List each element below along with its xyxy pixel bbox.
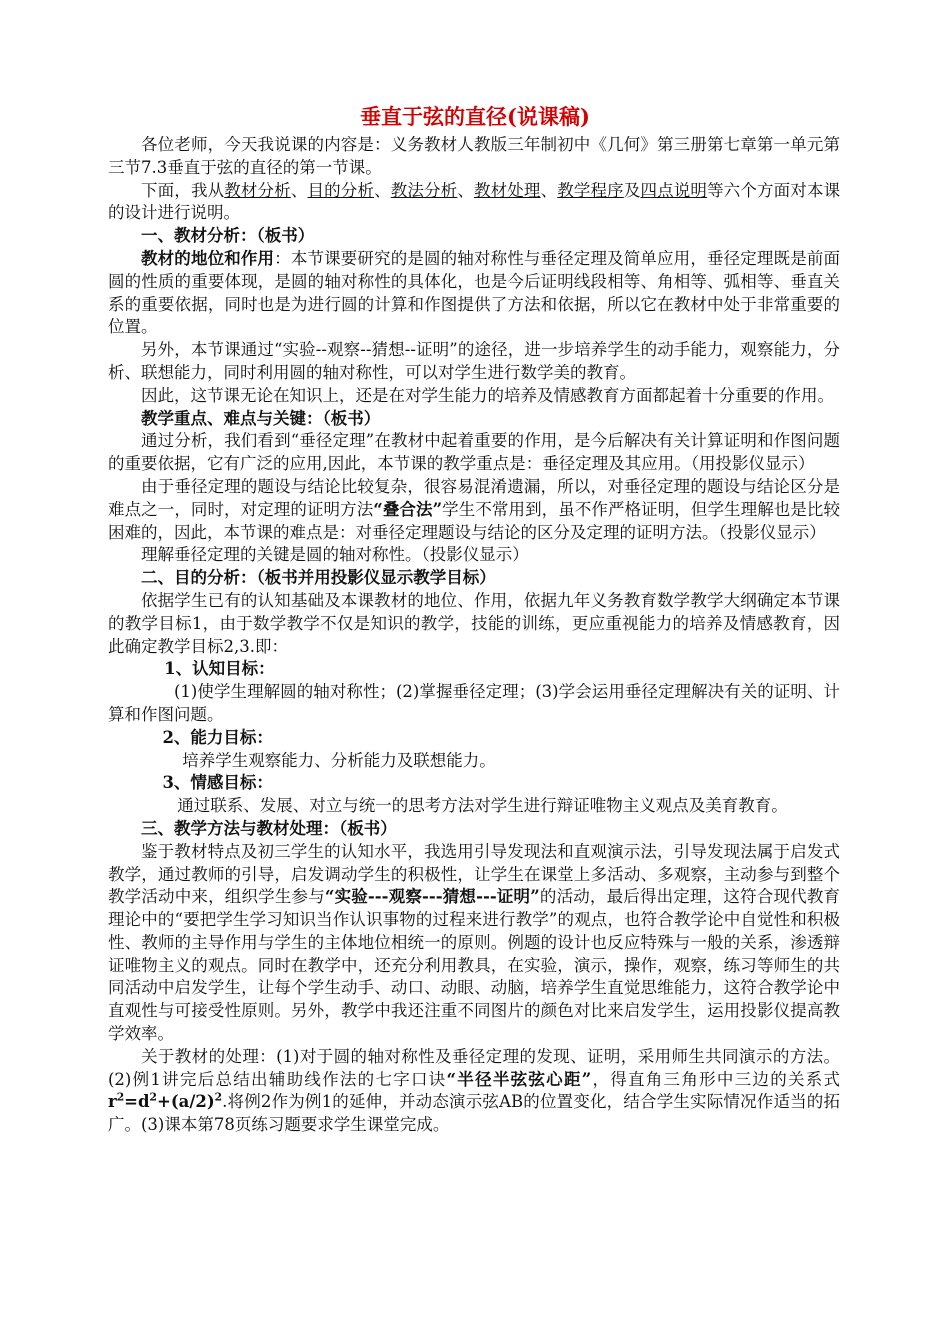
formula-exponent: 2 <box>214 1090 223 1104</box>
link-teaching-procedure: 教学程序 <box>557 180 624 200</box>
link-method-analysis: 教法分析 <box>390 180 458 200</box>
section-1-subheading: 教学重点、难点与关键：（板书） <box>141 408 381 428</box>
section-1-heading: 一、教材分析：（板书） <box>141 226 315 246</box>
intro-text-end: 等六个方面对本课的设计进行说明。 <box>108 180 841 223</box>
paragraph-text: ，得直角三角形中三边的关系式 <box>591 1069 841 1089</box>
separator: 、 <box>374 180 391 200</box>
emotion-goal-text: 通过联系、发展、对立与统一的思考方法对学生进行辩证唯物主义观点及美育教育。 <box>177 796 788 816</box>
cognitive-goal-heading: 1、认知目标： <box>164 659 275 679</box>
section-1-paragraph-5 <box>108 476 840 544</box>
intro-text: 下面，我从 <box>141 180 225 200</box>
section-1-paragraph-4: 通过分析，我们看到“垂径定理”在教材中起着重要的作用，是今后解决有关计算证明和作图问题的重要依据，它有广泛的应用,因此，本节课的教学重点是：垂径定理及其应用。（用投影仪显示） <box>108 431 840 474</box>
paragraph-text: 的活动，最后得出定理，这符合现代教育理论中的“要把学生学习知识当作认识事物的过程来进行教学”的观点，也符合教学论中自觉性和积极性、教师的主导作用与学生的主体地位相统一的原则。例题的设计也反应特殊与一般的关系，渗透辩证唯物主义的观点。同时在教学中，还充分利用教具，在实验，演示，操作，观察，练习等师生的共同活动中启发学生，让每个学生动手、动口、动眼、动脑，培养学生直觉思维能力，这符合教学论中直观性与可接受性原则。另外，教学中我还注重不同图片的颜色对比来启发学生，运用投影仪提高教学效率。 <box>108 887 840 1044</box>
intro-paragraph-1: 各位老师，今天我说课的内容是：义务教材人教版三年制初中《几何》第三册第七章第一单元第三节7.3垂直于弦的直径的第一节课。 <box>108 135 840 177</box>
conjunction: 及 <box>623 180 641 200</box>
formula <box>108 1092 222 1111</box>
formula-part: +(a/2) <box>157 1092 215 1112</box>
formula-exponent: 2 <box>149 1090 158 1104</box>
section-2-paragraph-1: 依据学生已有的认知基础及本课教材的地位、作用，依据九年义务教育数学教学大纲确定本节课的教学目标1，由于数学教学不仅是知识的教学，技能的训练，更应重视能力的培养及情感教育，因此确定教学目标2,3.即： <box>108 590 840 656</box>
bold-term: “叠合法” <box>373 499 443 519</box>
bold-term: 教材的地位和作用 <box>141 248 275 268</box>
paragraph-text: .将例2作为例1的延伸，并动态演示弦AB的位置变化，结合学生实际情况作适当的拓广。(3)课本第78页练习题要求学生课堂完成。 <box>108 1092 840 1135</box>
link-textbook-analysis: 教材分析 <box>224 180 291 200</box>
section-1-paragraph-3: 因此，这节课无论在知识上，还是在对学生能力的培养及情感教育方面都起着十分重要的作用。 <box>141 385 834 405</box>
bold-term: “实验---观察---猜想---证明” <box>324 887 540 907</box>
document-title: 垂直于弦的直径(说课稿) <box>360 104 590 129</box>
link-four-points: 四点说明 <box>640 180 708 200</box>
intro-paragraph-2 <box>108 180 840 226</box>
bold-term: “半径半弦弦心距” <box>446 1069 592 1089</box>
section-1-paragraph-2: 另外，本节课通过“实验--观察--猜想--证明”的途径，进一步培养学生的动手能力，观察能力，分析、联想能力，同时利用圆的轴对称性，可以对学生进行数学美的教育。 <box>108 340 840 382</box>
formula-part: =d <box>124 1092 150 1112</box>
paragraph-text: 关于教材的处理：(1)对于圆的轴对称性及垂径定理的发现、证明，采用师生共同演示的方法。(2)例1讲完后总结出辅助线作法的七字口诀 <box>108 1046 840 1089</box>
separator: 、 <box>290 180 308 200</box>
section-3-heading: 三、教学方法与教材处理：（板书） <box>141 818 397 838</box>
ability-goal-heading: 2、能力目标： <box>162 727 273 747</box>
paragraph-text: 学生不常用到，虽不作严格证明，但学生理解也是比较困难的，因此，本节课的难点是：对垂径定理题设与结论的区分及定理的证明方法。（投影仪显示） <box>108 499 841 542</box>
document-body <box>108 134 840 1137</box>
separator: 、 <box>540 180 558 200</box>
link-purpose-analysis: 目的分析 <box>307 180 375 200</box>
cognitive-goal-text: (1)使学生理解圆的轴对称性；(2)掌握垂径定理；(3)学会运用垂径定理解决有关的证明、计算和作图问题。 <box>108 682 840 724</box>
paragraph-text: 鉴于教材特点及初三学生的认知水平，我选用引导发现法和直观演示法，引导发现法属于启发式教学，通过教师的引导，启发调动学生的积极性，让学生在课堂上多活动、多观察，主动参与到整个教学活动中来，组织学生参与 <box>108 841 840 907</box>
link-textbook-handling: 教材处理 <box>473 180 541 200</box>
formula-part: r <box>108 1092 117 1112</box>
section-1-paragraph-6: 理解垂径定理的关键是圆的轴对称性。（投影仪显示） <box>141 545 529 565</box>
separator: 、 <box>457 180 474 200</box>
section-1-paragraph-1 <box>108 248 840 339</box>
formula-exponent: 2 <box>116 1090 125 1104</box>
ability-goal-text: 培养学生观察能力、分析能力及联想能力。 <box>182 750 496 770</box>
section-3-paragraph-1 <box>108 841 840 1046</box>
section-3-paragraph-2 <box>108 1046 840 1137</box>
paragraph-text: ：本节课要研究的是圆的轴对称性与垂径定理及简单应用，垂径定理既是前面圆的性质的重要体现，是圆的轴对称性的具体化，也是今后证明线段相等、角相等、弧相等、垂直关系的重要依据，同时也是为进行圆的计算和作图提供了方法和依据，所以它在教材中处于非常重要的位置。 <box>108 248 841 337</box>
paragraph-text: 由于垂径定理的题设与结论比较复杂，很容易混淆遗漏，所以，对垂径定理的题设与结论区分是难点之一，同时，对定理的证明方法 <box>108 476 840 519</box>
section-2-heading: 二、目的分析：（板书并用投影仪显示教学目标） <box>141 568 496 588</box>
emotion-goal-heading: 3、情感目标： <box>162 773 273 793</box>
